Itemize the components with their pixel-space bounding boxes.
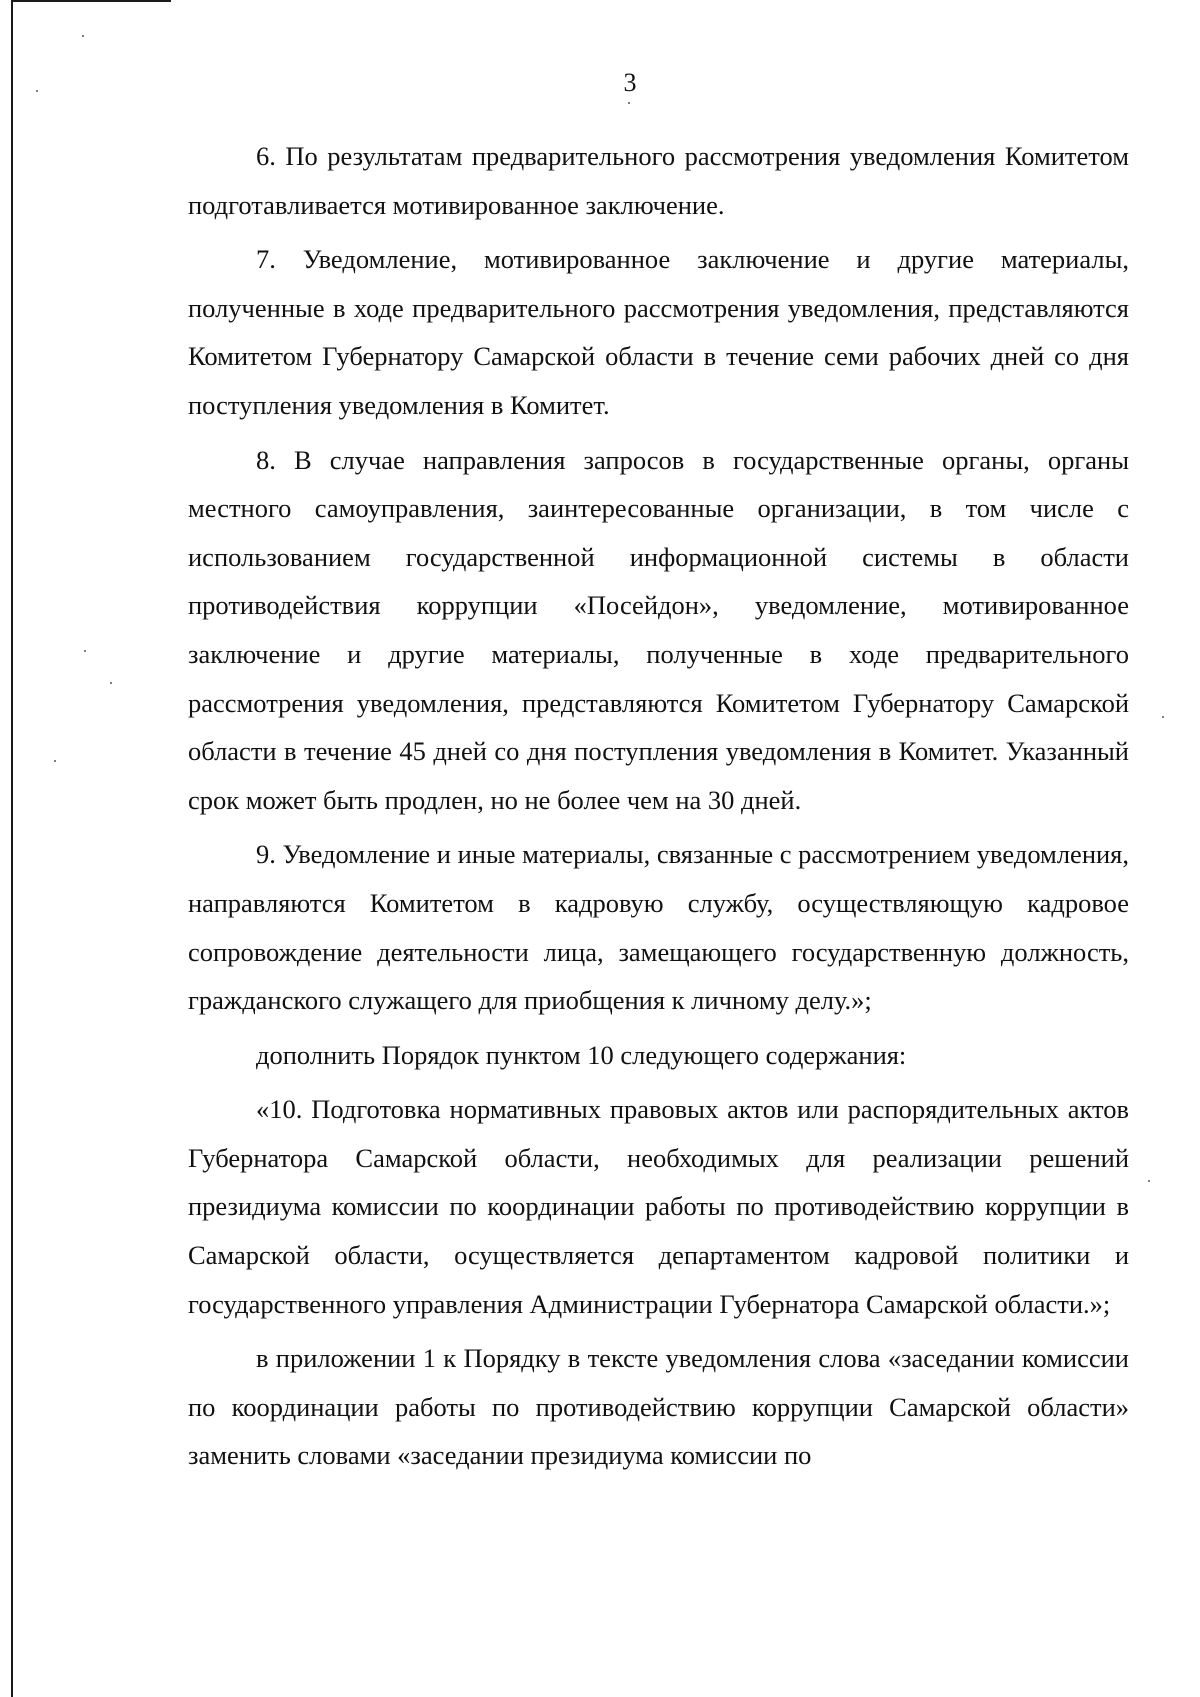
page-number: 3 xyxy=(623,68,637,97)
scan-edge-top xyxy=(11,0,171,2)
paragraph-amendment-intro: дополнить Порядок пунктом 10 следующего содержания: xyxy=(256,1039,907,1070)
scan-speck xyxy=(1148,1180,1150,1182)
scan-speck xyxy=(84,650,86,652)
paragraph-item-10: «10. Подготовка нормативных правовых актов или распорядительных актов Губернатора Самарской области, необходимых для реализации решений президиума комиссии по координации работы по противодействию коррупции в Самарской области, осуществляется департаментом кадровой политики и государственного управления Администрации Губернатора Самарской области.»; xyxy=(188,1094,1129,1319)
scan-speck xyxy=(54,760,56,762)
scan-edge-left xyxy=(11,0,13,1697)
scan-speck xyxy=(1162,716,1164,718)
document-body xyxy=(188,132,1129,1486)
scan-speck xyxy=(628,102,630,104)
scan-speck xyxy=(82,35,84,37)
scan-speck xyxy=(110,682,112,684)
paragraph-item-6: 6. По результатам предварительного рассмотрения уведомления Комитетом подготавливается мотивированное заключение. xyxy=(188,141,1129,220)
paragraph-item-7: 7. Уведомление, мотивированное заключение и другие материалы, полученные в ходе предварительного рассмотрения уведомления, представляются Комитетом Губернатору Самарской области в течение семи рабочих дней со дня поступления уведомления в Комитет. xyxy=(188,244,1129,420)
paragraph-appendix-amendment: в приложении 1 к Порядку в тексте уведомления слова «заседании комиссии по координации работы по противодействию коррупции Самарской области» заменить словами «заседании президиума комиссии по xyxy=(188,1343,1129,1471)
paragraph-item-8: 8. В случае направления запросов в государственные органы, органы местного самоуправления, заинтересованные организации, в том числе с использованием государственной информационной системы в области противодействия коррупции «Посейдон», уведомление, мотивированное заключение и другие материалы, полученные в ходе предварительного рассмотрения уведомления, представляются Комитетом Губернатору Самарской области в течение 45 дней со дня поступления уведомления в Комитет. Указанный срок может быть продлен, но не более чем на 30 дней. xyxy=(188,444,1129,815)
paragraph-item-9: 9. Уведомление и иные материалы, связанные с рассмотрением уведомления, направляются Комитетом в кадровую службу, осуществляющую кадровое сопровождение деятельности лица, замещающего государственную должность, гражданского служащего для приобщения к личному делу.»; xyxy=(188,839,1129,1016)
